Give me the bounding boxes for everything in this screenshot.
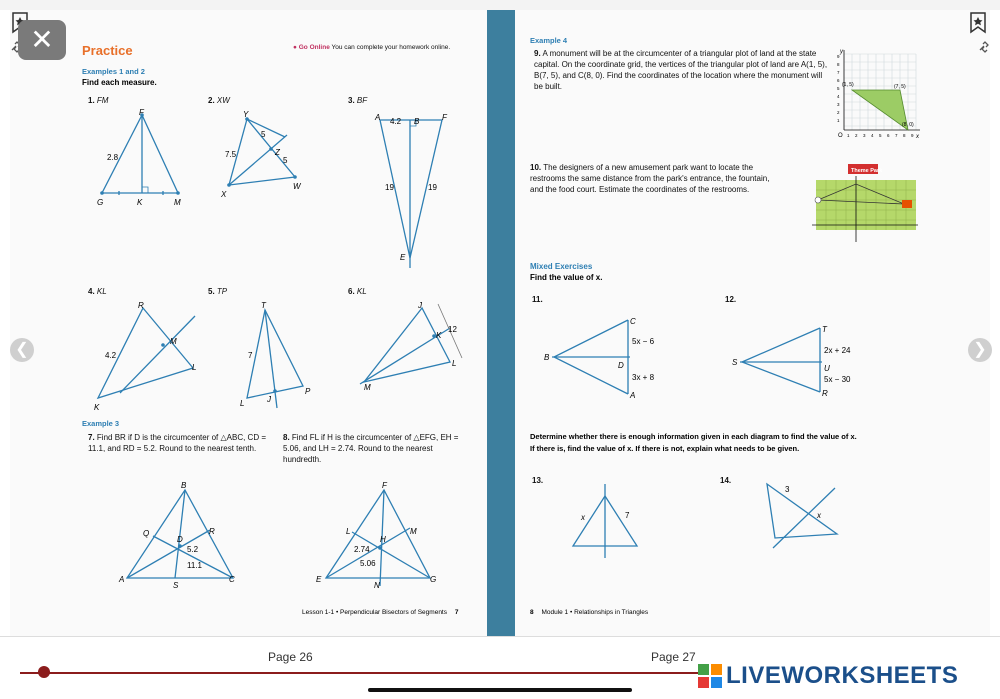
svg-text:J: J xyxy=(267,395,271,404)
svg-text:R: R xyxy=(822,389,828,398)
svg-text:E: E xyxy=(400,253,406,262)
problem-4-label: 4. KL xyxy=(88,287,107,296)
svg-text:6: 6 xyxy=(837,78,840,83)
svg-text:Z: Z xyxy=(275,148,280,157)
determine-instruction: Determine whether there is enough information given in each diagram to find the value of x. If there is, find the value of x. If there is not, explain what needs to be given. xyxy=(530,432,857,453)
problem-1-label: 1. FM xyxy=(88,96,109,105)
svg-text:E: E xyxy=(316,575,322,584)
svg-text:9: 9 xyxy=(837,54,840,59)
svg-text:1: 1 xyxy=(837,118,840,123)
svg-text:(1, 5): (1, 5) xyxy=(842,82,854,88)
problem-9-text: 9. A monument will be at the circumcenter of a triangular plot of land at the state capital. On the coordinate grid, the vertices of the triangular plot of land are A(1, 5), B(7, 5), and C(8, 0). Find the coordinates of the location where the monument will be built. xyxy=(534,49,828,91)
page-right-label: Page 27 xyxy=(651,650,696,664)
figure-12 xyxy=(730,320,865,402)
svg-text:L: L xyxy=(452,359,457,368)
svg-text:12: 12 xyxy=(448,325,457,334)
svg-text:M: M xyxy=(410,527,417,536)
figure-3 xyxy=(370,110,460,270)
svg-text:4: 4 xyxy=(837,94,840,99)
svg-text:5: 5 xyxy=(261,130,266,139)
mixed-instruction: Find the value of x. xyxy=(530,273,603,282)
svg-text:K: K xyxy=(94,403,100,412)
examples-label: Examples 1 and 2 xyxy=(82,67,145,76)
figure-7 xyxy=(115,478,245,593)
figure-5 xyxy=(235,298,320,413)
problem-13-label: 13. xyxy=(532,476,544,485)
svg-text:G: G xyxy=(430,575,437,584)
problem-5-label: 5. TP xyxy=(208,287,228,296)
top-status-strip xyxy=(0,0,1000,10)
svg-text:11.1: 11.1 xyxy=(187,561,202,570)
svg-text:2.74: 2.74 xyxy=(354,545,370,554)
figure-1 xyxy=(85,105,205,210)
svg-text:O: O xyxy=(838,133,843,139)
svg-text:M: M xyxy=(364,383,371,392)
svg-text:W: W xyxy=(293,182,301,191)
svg-text:8: 8 xyxy=(903,133,906,138)
svg-text:9: 9 xyxy=(911,133,914,138)
example-3-label: Example 3 xyxy=(82,419,120,428)
svg-text:X: X xyxy=(221,190,227,199)
problem-10-text: 10. The designers of a new amusement park want to locate the restrooms the same distance from the park's entrance, the fountain, and the food court. Estimate the coordinates of the restrooms. xyxy=(530,163,770,194)
svg-text:L: L xyxy=(192,363,197,372)
go-online-text: You can complete your homework online. xyxy=(331,44,451,51)
svg-text:5x − 6: 5x − 6 xyxy=(632,337,655,346)
problem-2-label: 2. XW xyxy=(208,96,230,105)
problem-7-text: 7. Find BR if D is the circumcenter of △ABC, CD = 11.1, and RD = 5.2. Round to the nearest tenth. xyxy=(88,433,266,453)
practice-heading: Practice xyxy=(82,43,133,58)
next-page-button[interactable]: ❯ xyxy=(968,338,992,362)
svg-text:x: x xyxy=(817,511,821,520)
svg-text:S: S xyxy=(173,581,179,590)
go-online-icon: ● xyxy=(293,44,297,51)
svg-text:N: N xyxy=(374,581,380,590)
svg-text:(8, 0): (8, 0) xyxy=(902,122,914,128)
figure-2 xyxy=(215,105,315,200)
svg-text:D: D xyxy=(618,361,624,370)
svg-text:4: 4 xyxy=(871,133,874,138)
svg-text:Q: Q xyxy=(143,529,150,538)
figure-11 xyxy=(540,312,670,404)
svg-text:3: 3 xyxy=(785,485,790,494)
figure-4 xyxy=(90,298,205,413)
fig1-M: M xyxy=(174,198,181,207)
svg-text:M: M xyxy=(170,337,177,346)
svg-text:5.2: 5.2 xyxy=(187,545,199,554)
svg-text:K: K xyxy=(436,331,442,340)
svg-text:T: T xyxy=(261,301,266,310)
svg-text:C: C xyxy=(229,575,235,584)
page-left-label: Page 26 xyxy=(268,650,313,664)
problem-8-text: 8. Find FL if H is the circumcenter of △EFG, EH = 5.06, and LH = 2.74. Round to the nearest hundredth. xyxy=(283,433,459,464)
svg-text:J: J xyxy=(418,301,422,310)
svg-text:2: 2 xyxy=(837,110,840,115)
fig1-F: F xyxy=(139,108,144,117)
svg-text:3x + 8: 3x + 8 xyxy=(632,373,655,382)
left-page-footer: Lesson 1-1 • Perpendicular Bisectors of Segments 7 xyxy=(302,609,459,616)
figure-14 xyxy=(755,478,845,558)
go-online-note xyxy=(293,44,450,51)
problem-14-label: 14. xyxy=(720,476,732,485)
svg-text:5: 5 xyxy=(283,156,288,165)
svg-text:19: 19 xyxy=(428,183,437,192)
svg-text:4.2: 4.2 xyxy=(390,117,402,126)
svg-text:2: 2 xyxy=(855,133,858,138)
theme-park-sign: Theme Park xyxy=(851,168,883,174)
home-indicator xyxy=(368,688,632,692)
svg-text:(7, 5): (7, 5) xyxy=(894,84,906,90)
problem-11-label: 11. xyxy=(532,295,543,304)
go-online-label[interactable]: Go Online xyxy=(298,44,330,51)
svg-text:U: U xyxy=(824,364,830,373)
svg-text:A: A xyxy=(630,391,636,400)
svg-text:P: P xyxy=(305,387,311,396)
fig1-value: 2.8 xyxy=(107,153,119,162)
svg-text:7: 7 xyxy=(625,511,630,520)
svg-text:x: x xyxy=(916,134,919,140)
svg-text:F: F xyxy=(382,481,387,490)
svg-text:19: 19 xyxy=(385,183,394,192)
svg-text:B: B xyxy=(544,353,550,362)
svg-text:L: L xyxy=(346,527,351,536)
link-icon-right xyxy=(978,40,992,52)
svg-text:2x + 24: 2x + 24 xyxy=(824,346,851,355)
svg-text:B: B xyxy=(414,117,420,126)
figure-8 xyxy=(312,478,442,593)
bookmark-icon-right[interactable] xyxy=(970,12,986,34)
coordinate-grid-9 xyxy=(832,48,924,140)
svg-text:A: A xyxy=(119,575,125,584)
problem-12-label: 12. xyxy=(725,295,737,304)
svg-text:Y: Y xyxy=(243,110,249,119)
svg-text:F: F xyxy=(442,113,447,122)
svg-text:3: 3 xyxy=(863,133,866,138)
svg-text:H: H xyxy=(380,535,386,544)
mixed-exercises-label: Mixed Exercises xyxy=(530,262,593,271)
page-slider-track[interactable] xyxy=(20,672,700,674)
svg-text:R: R xyxy=(209,527,215,536)
svg-text:7: 7 xyxy=(248,351,253,360)
svg-text:4.2: 4.2 xyxy=(105,351,117,360)
svg-text:3: 3 xyxy=(837,102,840,107)
liveworksheets-logo-icon xyxy=(698,664,722,688)
svg-text:C: C xyxy=(630,317,636,326)
svg-text:5: 5 xyxy=(837,86,840,91)
right-page-footer: 8 Module 1 • Relationships in Triangles xyxy=(530,609,649,616)
fig1-G: G xyxy=(97,198,104,207)
svg-text:5: 5 xyxy=(879,133,882,138)
figure-6 xyxy=(350,298,475,393)
svg-text:5.06: 5.06 xyxy=(360,559,376,568)
svg-text:7: 7 xyxy=(837,70,840,75)
fig1-K: K xyxy=(137,198,143,207)
svg-text:7.5: 7.5 xyxy=(225,150,237,159)
svg-text:y: y xyxy=(840,49,843,55)
svg-text:1: 1 xyxy=(847,133,850,138)
problem-3-label: 3. BF xyxy=(348,96,368,105)
svg-text:D: D xyxy=(177,535,183,544)
svg-text:A: A xyxy=(375,113,381,122)
svg-text:x: x xyxy=(581,513,585,522)
book-spine xyxy=(487,10,515,636)
figure-13 xyxy=(565,478,645,563)
find-instruction: Find each measure. xyxy=(82,78,157,87)
theme-park-map xyxy=(808,162,923,247)
svg-text:T: T xyxy=(822,325,827,334)
svg-text:B: B xyxy=(181,481,187,490)
svg-text:7: 7 xyxy=(895,133,898,138)
svg-text:R: R xyxy=(138,301,144,310)
svg-text:S: S xyxy=(732,358,738,367)
svg-text:6: 6 xyxy=(887,133,890,138)
close-button[interactable]: ✕ xyxy=(18,20,66,60)
page-slider-handle[interactable] xyxy=(38,666,50,678)
svg-text:8: 8 xyxy=(837,62,840,67)
example-4-label: Example 4 xyxy=(530,36,568,45)
problem-6-label: 6. KL xyxy=(348,287,367,296)
liveworksheets-brand[interactable]: LIVEWORKSHEETS xyxy=(726,662,959,689)
prev-page-button[interactable]: ❮ xyxy=(10,338,34,362)
svg-text:5x − 30: 5x − 30 xyxy=(824,375,851,384)
svg-text:L: L xyxy=(240,399,245,408)
